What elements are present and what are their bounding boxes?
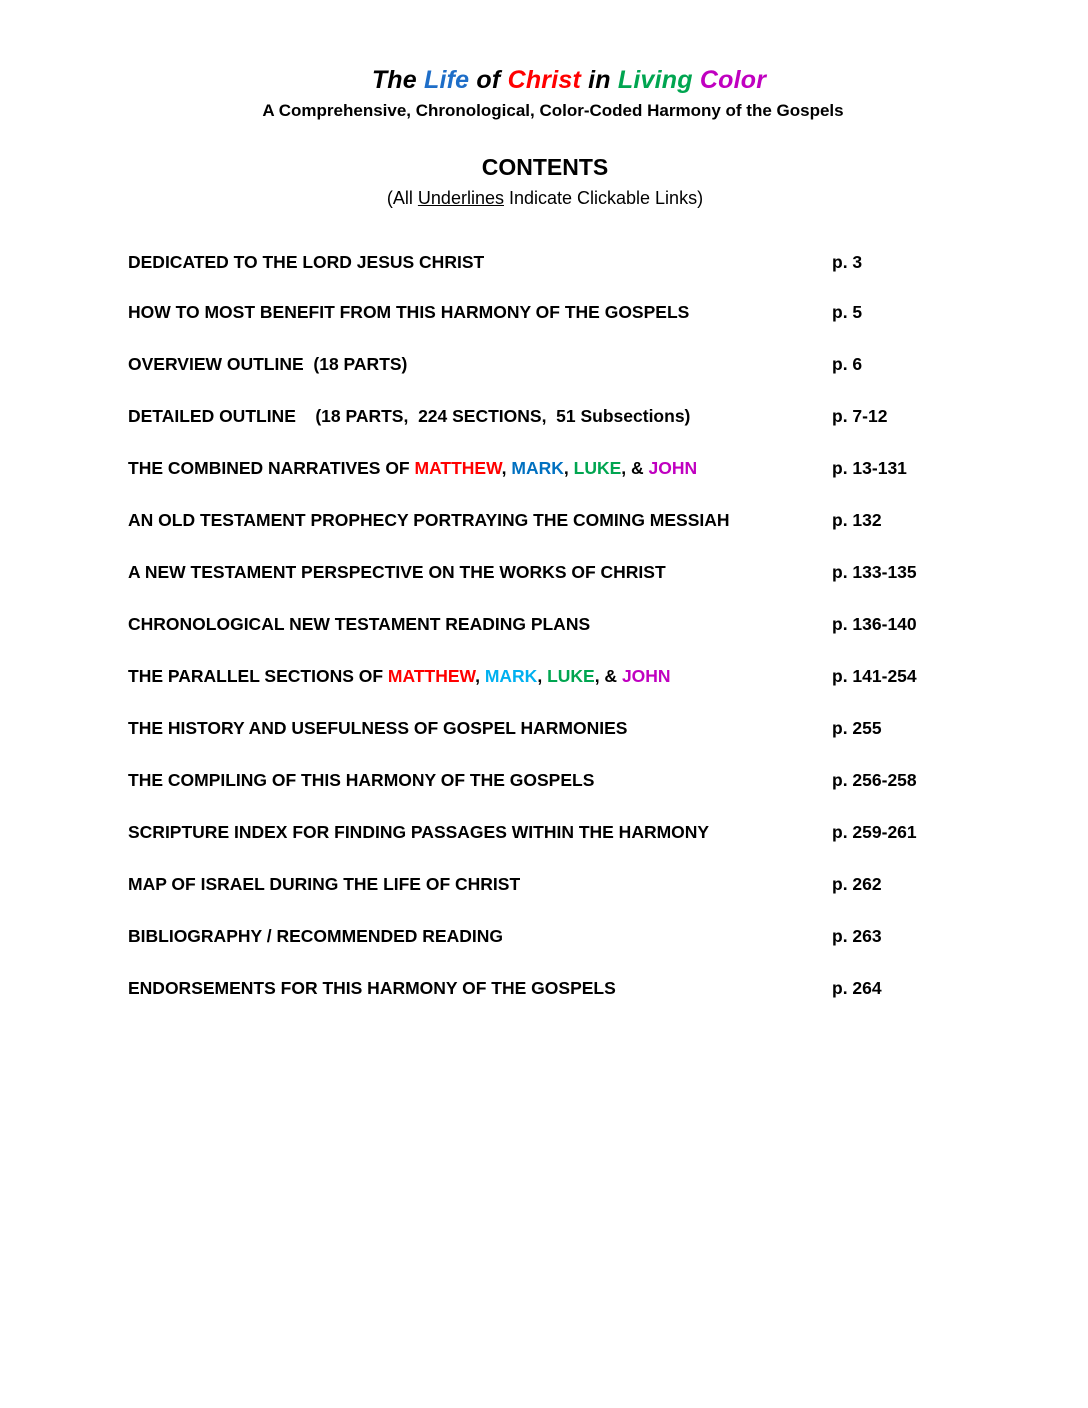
toc-link-parallel-sections[interactable] <box>128 666 926 688</box>
toc-link-bibliography[interactable] <box>128 926 887 948</box>
toc-label <box>128 458 697 479</box>
label-part: , <box>563 458 574 478</box>
title-part: Living <box>617 66 693 94</box>
document-title <box>0 66 1088 95</box>
matthew-label: MATTHEW <box>387 666 476 686</box>
note-underlined: Underlines <box>417 188 504 208</box>
toc-page: p. 259-261 <box>832 822 917 842</box>
toc-page: p. 7-12 <box>832 406 888 426</box>
toc-label <box>128 666 671 687</box>
toc-link-map-israel[interactable] <box>128 874 887 896</box>
toc-link-compiling[interactable] <box>128 770 926 792</box>
title-part: of <box>469 66 508 94</box>
title-part: Color <box>699 66 767 94</box>
label-part: THE PARALLEL SECTIONS OF <box>128 666 388 686</box>
toc-link-nt-perspective[interactable] <box>128 562 926 584</box>
note-after: Indicate Clickable Links) <box>503 188 704 208</box>
title-part: Christ <box>507 66 581 94</box>
label-part: , <box>475 666 485 686</box>
toc-page: p. 264 <box>832 978 882 998</box>
toc-label: BIBLIOGRAPHY / RECOMMENDED READING <box>128 926 503 946</box>
title-part <box>693 66 700 94</box>
toc-page: p. 262 <box>832 874 882 894</box>
toc-link-detailed-outline[interactable] <box>128 406 895 428</box>
contents-heading: CONTENTS <box>481 154 609 180</box>
label-part: , & <box>594 666 622 686</box>
label-part: , <box>501 458 512 478</box>
toc-page: p. 136-140 <box>832 614 917 634</box>
toc-page: p. 5 <box>832 302 863 322</box>
title-part: Life <box>424 66 470 94</box>
toc-page: p. 256-258 <box>832 770 917 790</box>
toc-page: p. 255 <box>832 718 882 738</box>
toc-link-overview-outline[interactable] <box>128 354 887 376</box>
document-subtitle: A Comprehensive, Chronological, Color-Coded Harmony of the Gospels <box>262 101 844 120</box>
toc-label: DEDICATED TO THE LORD JESUS CHRIST <box>128 252 485 272</box>
toc-page: p. 6 <box>832 354 863 374</box>
toc-page: p. 141-254 <box>832 666 917 686</box>
title-part: The <box>371 66 425 94</box>
toc-page: p. 133-135 <box>832 562 917 582</box>
john-label: JOHN <box>621 666 671 686</box>
john-label: JOHN <box>648 458 698 478</box>
note-before: (All <box>386 188 418 208</box>
mark-label: MARK <box>511 458 564 478</box>
toc-page: p. 263 <box>832 926 882 946</box>
toc-link-how-to-benefit[interactable] <box>128 302 887 324</box>
toc-page: p. 132 <box>832 510 882 530</box>
matthew-label: MATTHEW <box>414 458 502 478</box>
toc-label: AN OLD TESTAMENT PROPHECY PORTRAYING THE COMING MESSIAH <box>128 510 730 530</box>
toc-label: CHRONOLOGICAL NEW TESTAMENT READING PLANS <box>128 614 591 634</box>
toc-link-reading-plans[interactable] <box>128 614 926 636</box>
toc-label: DETAILED OUTLINE (18 PARTS, 224 SECTIONS, 51 Subsections) <box>128 406 691 426</box>
toc-link-ot-prophecy[interactable] <box>128 510 887 532</box>
toc-link-endorsements[interactable] <box>128 978 887 1000</box>
label-part: , & <box>621 458 649 478</box>
toc-label: ENDORSEMENTS FOR THIS HARMONY OF THE GOSPELS <box>128 978 616 998</box>
mark-label: MARK <box>484 666 538 686</box>
toc-label: A NEW TESTAMENT PERSPECTIVE ON THE WORKS OF CHRIST <box>128 562 666 582</box>
luke-label: LUKE <box>573 458 622 478</box>
toc-link-combined-narratives[interactable] <box>128 458 916 480</box>
label-part: , <box>537 666 548 686</box>
toc-link-dedication[interactable] <box>128 252 887 274</box>
title-part: in <box>581 66 618 94</box>
toc-page: p. 3 <box>832 252 863 272</box>
label-part: THE COMBINED NARRATIVES OF <box>128 458 415 478</box>
toc-label: THE HISTORY AND USEFULNESS OF GOSPEL HARMONIES <box>128 718 628 738</box>
toc-label: OVERVIEW OUTLINE (18 PARTS) <box>128 354 408 374</box>
links-note <box>0 188 1088 209</box>
toc-link-history-harmonies[interactable] <box>128 718 887 740</box>
luke-label: LUKE <box>547 666 595 686</box>
toc-label: THE COMPILING OF THIS HARMONY OF THE GOSPELS <box>128 770 595 790</box>
toc-link-scripture-index[interactable] <box>128 822 926 844</box>
toc-label: MAP OF ISRAEL DURING THE LIFE OF CHRIST <box>128 874 521 894</box>
toc-label: SCRIPTURE INDEX FOR FINDING PASSAGES WITHIN THE HARMONY <box>128 822 710 842</box>
toc-label: HOW TO MOST BENEFIT FROM THIS HARMONY OF THE GOSPELS <box>128 302 690 322</box>
toc-page: p. 13-131 <box>832 458 907 478</box>
